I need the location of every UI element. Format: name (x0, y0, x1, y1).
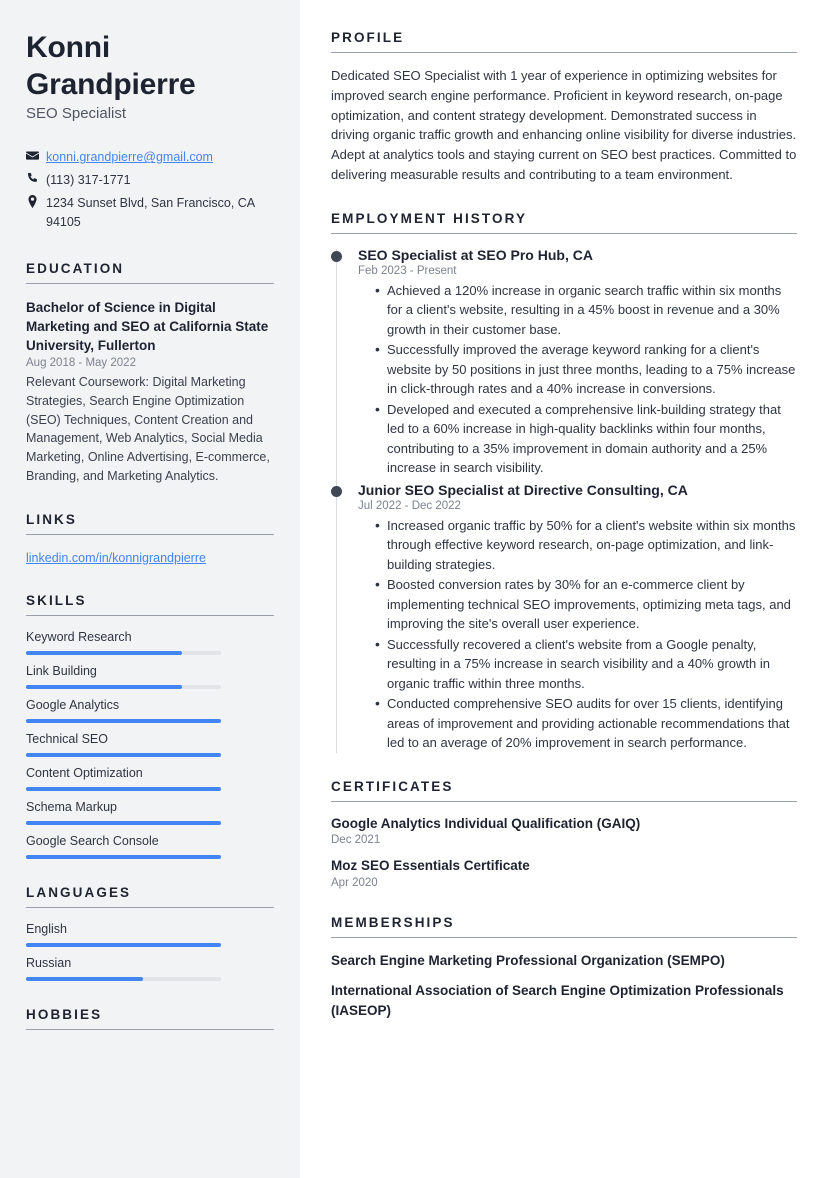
languages-list (26, 922, 274, 981)
language-item (26, 956, 274, 981)
languages-section (26, 885, 274, 981)
employment-timeline (331, 247, 797, 753)
skill-meter-fill (26, 787, 221, 791)
contact-address: 1234 Sunset Blvd, San Francisco, CA 94105 (46, 196, 255, 229)
skill-meter-fill (26, 719, 221, 723)
skill-item (26, 630, 274, 655)
candidate-name: Konni Grandpierre (26, 31, 196, 101)
language-meter-fill (26, 977, 143, 981)
education-heading: EDUCATION (26, 261, 274, 284)
skill-item (26, 664, 274, 689)
memberships-section (331, 915, 797, 1019)
skill-meter-track (26, 787, 221, 791)
contact-email-row[interactable] (26, 148, 274, 166)
language-meter-track (26, 943, 221, 947)
profile-section (331, 30, 797, 185)
skill-item (26, 732, 274, 757)
employment-entry (331, 482, 797, 753)
certificate-entry (331, 857, 797, 889)
employment-bullet: • Achieved a 120% increase in organic search traffic within six months for a client's website, resulting in a 45% boost in revenue and a 30% growth in their customer base. (377, 281, 797, 340)
employment-section (331, 211, 797, 753)
skill-meter-track (26, 753, 221, 757)
sidebar (0, 0, 300, 1178)
membership-item: International Association of Search Engine Optimization Professionals (IASEOP) (331, 983, 784, 1018)
skills-section (26, 593, 274, 859)
employment-bullet: • Boosted conversion rates by 30% for an e-commerce client by implementing technical SEO improvements, optimizing meta tags, and improving the site's overall user experience. (377, 575, 797, 634)
skill-meter-fill (26, 685, 182, 689)
employment-title: Junior SEO Specialist at Directive Consulting, CA (358, 481, 688, 498)
link-item-linkedin[interactable]: linkedin.com/in/konnigrandpierre (26, 550, 206, 565)
employment-bullet: • Increased organic traffic by 50% for a client's website within six months through effective keyword research, on-page optimization, and link-building strategies. (377, 516, 797, 575)
skill-meter-track (26, 719, 221, 723)
certificates-section (331, 779, 797, 890)
phone-icon (26, 171, 46, 185)
skill-meter-track (26, 685, 221, 689)
profile-heading: PROFILE (331, 30, 797, 53)
skills-list (26, 630, 274, 859)
employment-date: Feb 2023 - Present (358, 264, 457, 277)
certificates-list (331, 815, 797, 890)
envelope-icon (26, 148, 46, 162)
employment-title: SEO Specialist at SEO Pro Hub, CA (358, 246, 593, 263)
memberships-list (331, 951, 797, 1019)
employment-bullet: • Conducted comprehensive SEO audits for over 15 clients, identifying areas of improvement and providing actionable recommendations that led to an average of 20% improvement in search performance. (377, 694, 797, 753)
links-section (26, 512, 274, 567)
contact-address-row (26, 194, 274, 230)
certificate-title: Google Analytics Individual Qualification (GAIQ) (331, 815, 641, 831)
skill-label: Keyword Research (26, 629, 132, 644)
skill-meter-fill (26, 651, 182, 655)
contact-phone-row (26, 171, 274, 189)
employment-bullet: • Developed and executed a comprehensive link-building strategy that led to a 60% increase in high-quality backlinks within four months, contributing to a 35% improvement in domain authority and a 25% increase in search visibility. (377, 400, 797, 478)
membership-item: Search Engine Marketing Professional Organization (SEMPO) (331, 953, 725, 969)
memberships-heading: MEMBERSHIPS (331, 915, 797, 938)
employment-bullet: • Successfully improved the average keyword ranking for a client's website by 50 positions in just three months, leading to a 75% increase in click-through rates and a 40% increase in conversions. (377, 340, 797, 399)
language-meter-fill (26, 943, 221, 947)
hobbies-heading: HOBBIES (26, 1007, 274, 1030)
skill-label: Technical SEO (26, 731, 108, 746)
language-item (26, 922, 274, 947)
skill-label: Schema Markup (26, 799, 118, 814)
candidate-job-title: SEO Specialist (26, 105, 127, 123)
employment-bullet-list (358, 516, 797, 753)
skill-meter-track (26, 855, 221, 859)
profile-text: Dedicated SEO Specialist with 1 year of experience in optimizing websites for improved search engine performance. Proficient in keyword research, on-page optimization, and content strategy development. Demonstrated success in driving organic traffic growth and enhancing online visibility for diverse industries. Adept at analytics tools and staying current on SEO best practices. Committed to delivering measurable results and contributing to a team environment. (331, 68, 797, 182)
skill-item (26, 766, 274, 791)
skill-meter-track (26, 651, 221, 655)
skill-label: Content Optimization (26, 765, 143, 780)
contact-list (26, 148, 274, 231)
skill-label: Google Analytics (26, 697, 120, 712)
certificate-entry (331, 815, 797, 847)
certificate-date: Dec 2021 (331, 834, 381, 847)
employment-entry (331, 247, 797, 478)
contact-phone: (113) 317-1771 (46, 173, 131, 188)
skill-meter-fill (26, 855, 221, 859)
employment-bullet: • Successfully recovered a client's website from a Google penalty, resulting in a 75% increase in search visibility and a 40% growth in organic traffic within three months. (377, 635, 797, 694)
links-heading: LINKS (26, 512, 274, 535)
skill-meter-fill (26, 753, 221, 757)
main-column (300, 0, 833, 1178)
education-section (26, 261, 274, 486)
skill-label: Link Building (26, 663, 97, 678)
skills-heading: SKILLS (26, 593, 274, 616)
skill-item (26, 698, 274, 723)
timeline-dot-icon (331, 251, 342, 262)
skill-meter-track (26, 821, 221, 825)
employment-date: Jul 2022 - Dec 2022 (358, 499, 461, 512)
skill-meter-fill (26, 821, 221, 825)
language-label: English (26, 921, 67, 936)
employment-heading: EMPLOYMENT HISTORY (331, 211, 797, 234)
language-meter-track (26, 977, 221, 981)
education-description: Relevant Coursework: Digital Marketing Strategies, Search Engine Optimization (SEO) Techniques, Content Creation and Management, Web Analytics, Social Media Marketing, Online Advertising, E-commerce, Branding, and Marketing Analytics. (26, 375, 270, 483)
skill-item (26, 834, 274, 859)
skill-item (26, 800, 274, 825)
education-date: Aug 2018 - May 2022 (26, 357, 136, 370)
links-list (26, 549, 274, 567)
education-degree: Bachelor of Science in Digital Marketing and SEO at California State University, Fullerton (26, 299, 269, 353)
timeline-dot-icon (331, 486, 342, 497)
language-label: Russian (26, 955, 72, 970)
certificates-heading: CERTIFICATES (331, 779, 797, 802)
languages-heading: LANGUAGES (26, 885, 274, 908)
map-pin-icon (26, 194, 46, 208)
contact-email[interactable]: konni.grandpierre@gmail.com (46, 150, 213, 165)
hobbies-section (26, 1007, 274, 1030)
employment-bullet-list (358, 281, 797, 478)
certificate-date: Apr 2020 (331, 877, 378, 890)
skill-label: Google Search Console (26, 833, 159, 848)
certificate-title: Moz SEO Essentials Certificate (331, 858, 530, 874)
